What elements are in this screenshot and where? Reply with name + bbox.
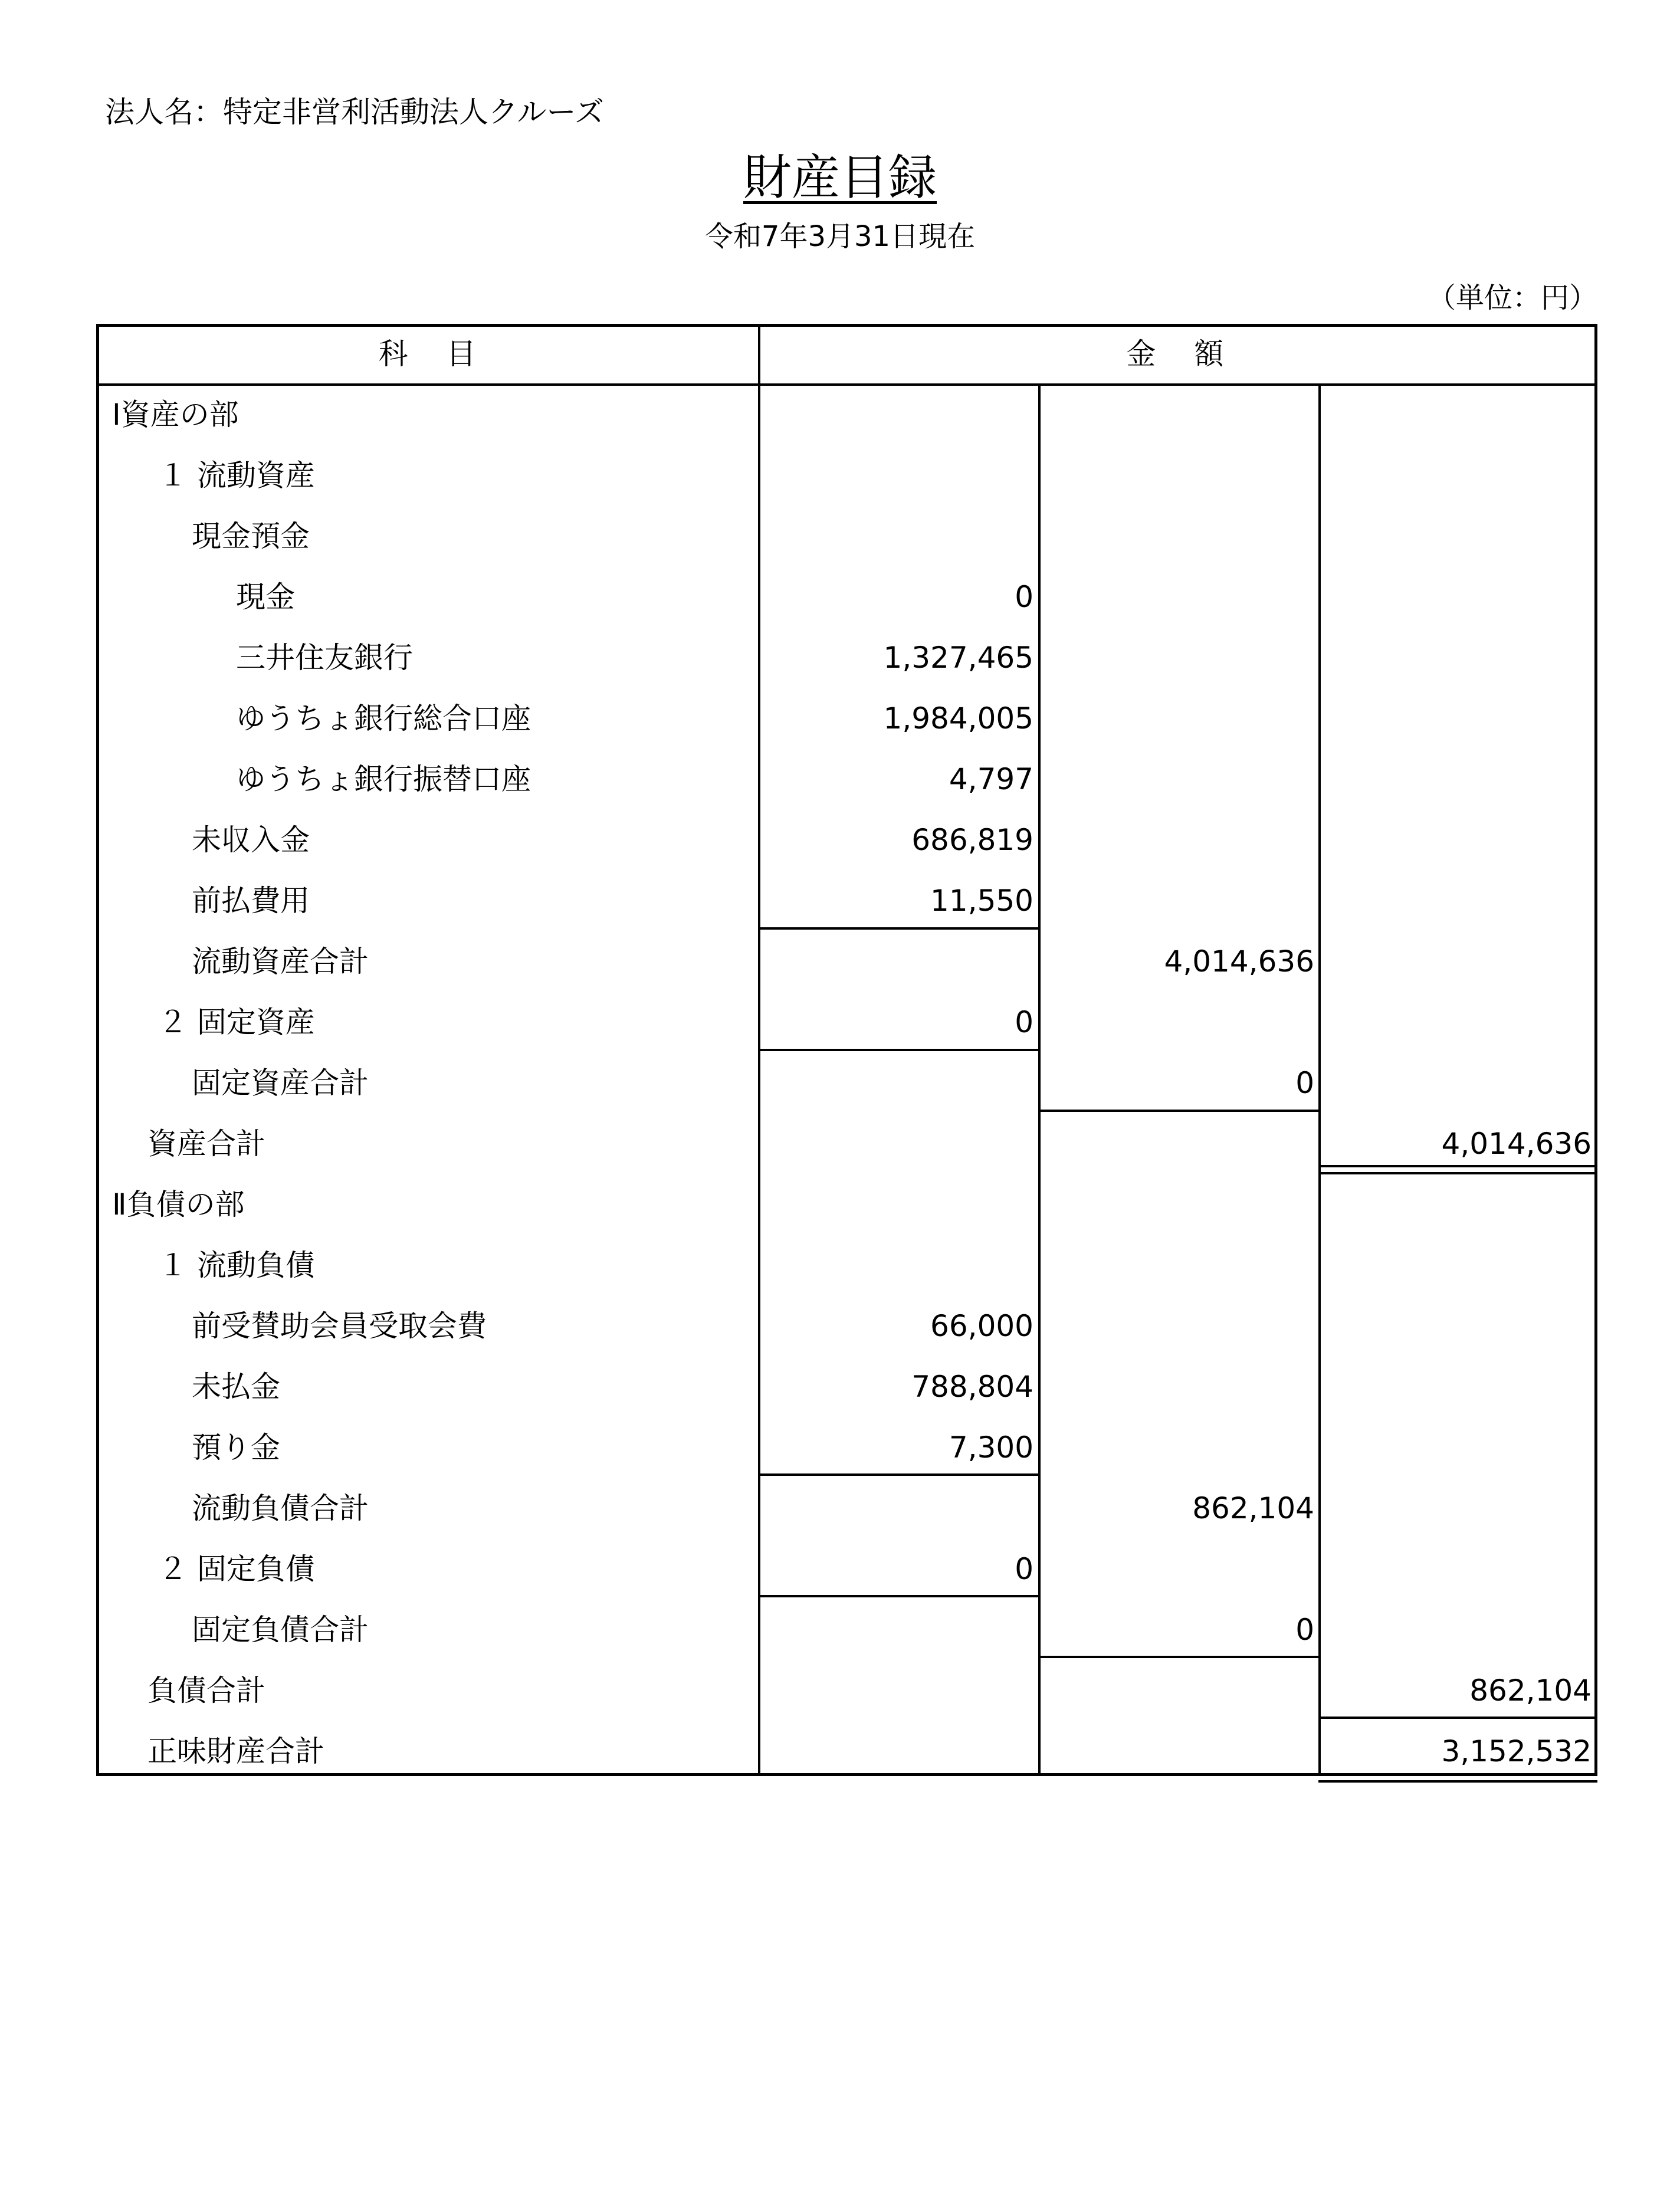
amount-total (1321, 1478, 1592, 1539)
amount-detail (761, 1053, 1033, 1114)
amount-subtotal (1041, 385, 1314, 445)
amount-subtotal (1041, 567, 1314, 628)
amount-detail: 7,300 (949, 1430, 1033, 1465)
row-label: 現金 (236, 580, 295, 614)
row-label: １ 流動負債 (158, 1248, 315, 1282)
amount-subtotal (1041, 1721, 1314, 1782)
amount-total (1321, 1357, 1592, 1417)
row-label: ゆうちょ銀行総合口座 (236, 701, 531, 736)
row-label: 負債合計 (147, 1673, 265, 1708)
amount-detail: 0 (1015, 1552, 1033, 1586)
amount-total (1321, 567, 1592, 628)
row-label: １ 流動資産 (158, 458, 315, 493)
row-label: 固定資産合計 (192, 1066, 369, 1100)
amount-subtotal (1041, 871, 1314, 931)
unit-label: （単位：円） (1427, 281, 1597, 314)
amount-detail: 0 (1015, 580, 1033, 614)
row-label: ゆうちょ銀行振替口座 (236, 762, 531, 796)
row-label: 未収入金 (192, 823, 310, 857)
header-amount: 金 額 (1126, 337, 1228, 371)
amount-subtotal (1041, 810, 1314, 871)
rule-line (1318, 1717, 1597, 1719)
row-label: 流動負債合計 (192, 1491, 369, 1525)
row-label: ２ 固定負債 (158, 1552, 315, 1586)
amount-total (1321, 1417, 1592, 1478)
amount-subtotal: 862,104 (1192, 1491, 1314, 1525)
double-rule (1318, 1165, 1597, 1167)
amount-subtotal (1041, 445, 1314, 506)
amount-subtotal (1041, 1174, 1314, 1235)
row-label: 前払費用 (192, 884, 310, 918)
organization-name: 法人名：特定非営利活動法人クルーズ (105, 95, 604, 129)
as-of-date: 令和7年3月31日現在 (704, 220, 976, 253)
amount-detail: 1,984,005 (883, 701, 1033, 736)
amount-total (1321, 445, 1592, 506)
amount-total (1321, 1539, 1592, 1600)
amount-detail: 66,000 (930, 1309, 1033, 1343)
amount-total (1321, 992, 1592, 1053)
amount-total (1321, 749, 1592, 810)
amount-detail (761, 1235, 1033, 1296)
amount-subtotal (1041, 1417, 1314, 1478)
row-label: 固定負債合計 (192, 1613, 369, 1647)
amount-detail (761, 1478, 1033, 1539)
amount-detail: 4,797 (949, 762, 1033, 796)
amount-detail: 0 (1015, 1005, 1033, 1039)
amount-subtotal (1041, 992, 1314, 1053)
amount-total (1321, 1296, 1592, 1357)
rule-line (758, 927, 1041, 930)
amount-detail: 686,819 (911, 823, 1033, 857)
amount-total (1321, 1235, 1592, 1296)
amount-detail (761, 1174, 1033, 1235)
column-divider (1038, 383, 1041, 1776)
amount-total (1321, 871, 1592, 931)
amount-total (1321, 688, 1592, 749)
amount-total: 4,014,636 (1441, 1127, 1592, 1161)
row-label: 前受賛助会員受取会費 (192, 1309, 487, 1343)
row-label: 正味財産合計 (147, 1734, 324, 1768)
rule-line (1038, 1110, 1321, 1112)
rule-line (1038, 1656, 1321, 1658)
row-label: ２ 固定資産 (158, 1005, 315, 1039)
amount-detail (761, 385, 1033, 445)
amount-total (1321, 1174, 1592, 1235)
row-label: 資産合計 (147, 1127, 265, 1161)
amount-total (1321, 385, 1592, 445)
amount-total: 3,152,532 (1441, 1734, 1592, 1768)
amount-detail (761, 1114, 1033, 1174)
amount-detail (761, 931, 1033, 992)
amount-detail (761, 1660, 1033, 1721)
header-subject: 科 目 (378, 337, 481, 371)
amount-detail: 788,804 (911, 1370, 1033, 1404)
amount-detail: 1,327,465 (883, 641, 1033, 675)
document-title: 財産目録 (743, 150, 937, 206)
rule-line (758, 1473, 1041, 1476)
header-rule (96, 383, 1597, 386)
amount-subtotal (1041, 506, 1314, 567)
amount-total (1321, 628, 1592, 688)
double-rule (1318, 1780, 1597, 1783)
row-label: 流動資産合計 (192, 944, 369, 979)
amount-total (1321, 810, 1592, 871)
amount-subtotal: 0 (1295, 1066, 1314, 1100)
amount-subtotal (1041, 749, 1314, 810)
amount-subtotal (1041, 1660, 1314, 1721)
row-label: Ⅰ資産の部 (112, 398, 239, 432)
amount-total: 862,104 (1469, 1673, 1592, 1708)
row-label: 預り金 (192, 1430, 280, 1465)
row-label: 未払金 (192, 1370, 280, 1404)
row-label: Ⅱ負債の部 (112, 1187, 245, 1222)
amount-subtotal (1041, 1235, 1314, 1296)
amount-total (1321, 1600, 1592, 1660)
double-rule (1318, 1773, 1597, 1775)
row-label: 三井住友銀行 (236, 641, 413, 675)
amount-total (1321, 506, 1592, 567)
amount-subtotal: 4,014,636 (1164, 944, 1314, 979)
amount-total (1321, 1053, 1592, 1114)
double-rule (1318, 1172, 1597, 1174)
rule-line (758, 1595, 1041, 1597)
amount-detail (761, 506, 1033, 567)
amount-subtotal (1041, 1114, 1314, 1174)
amount-detail (761, 1721, 1033, 1782)
amount-subtotal (1041, 1539, 1314, 1600)
amount-detail: 11,550 (930, 884, 1033, 918)
amount-detail (761, 1600, 1033, 1660)
column-divider (1318, 383, 1321, 1776)
amount-subtotal (1041, 1357, 1314, 1417)
amount-total (1321, 931, 1592, 992)
amount-subtotal: 0 (1295, 1613, 1314, 1647)
amount-subtotal (1041, 1296, 1314, 1357)
amount-detail (761, 445, 1033, 506)
amount-subtotal (1041, 628, 1314, 688)
rule-line (758, 1049, 1041, 1051)
row-label: 現金預金 (192, 519, 310, 553)
amount-subtotal (1041, 688, 1314, 749)
